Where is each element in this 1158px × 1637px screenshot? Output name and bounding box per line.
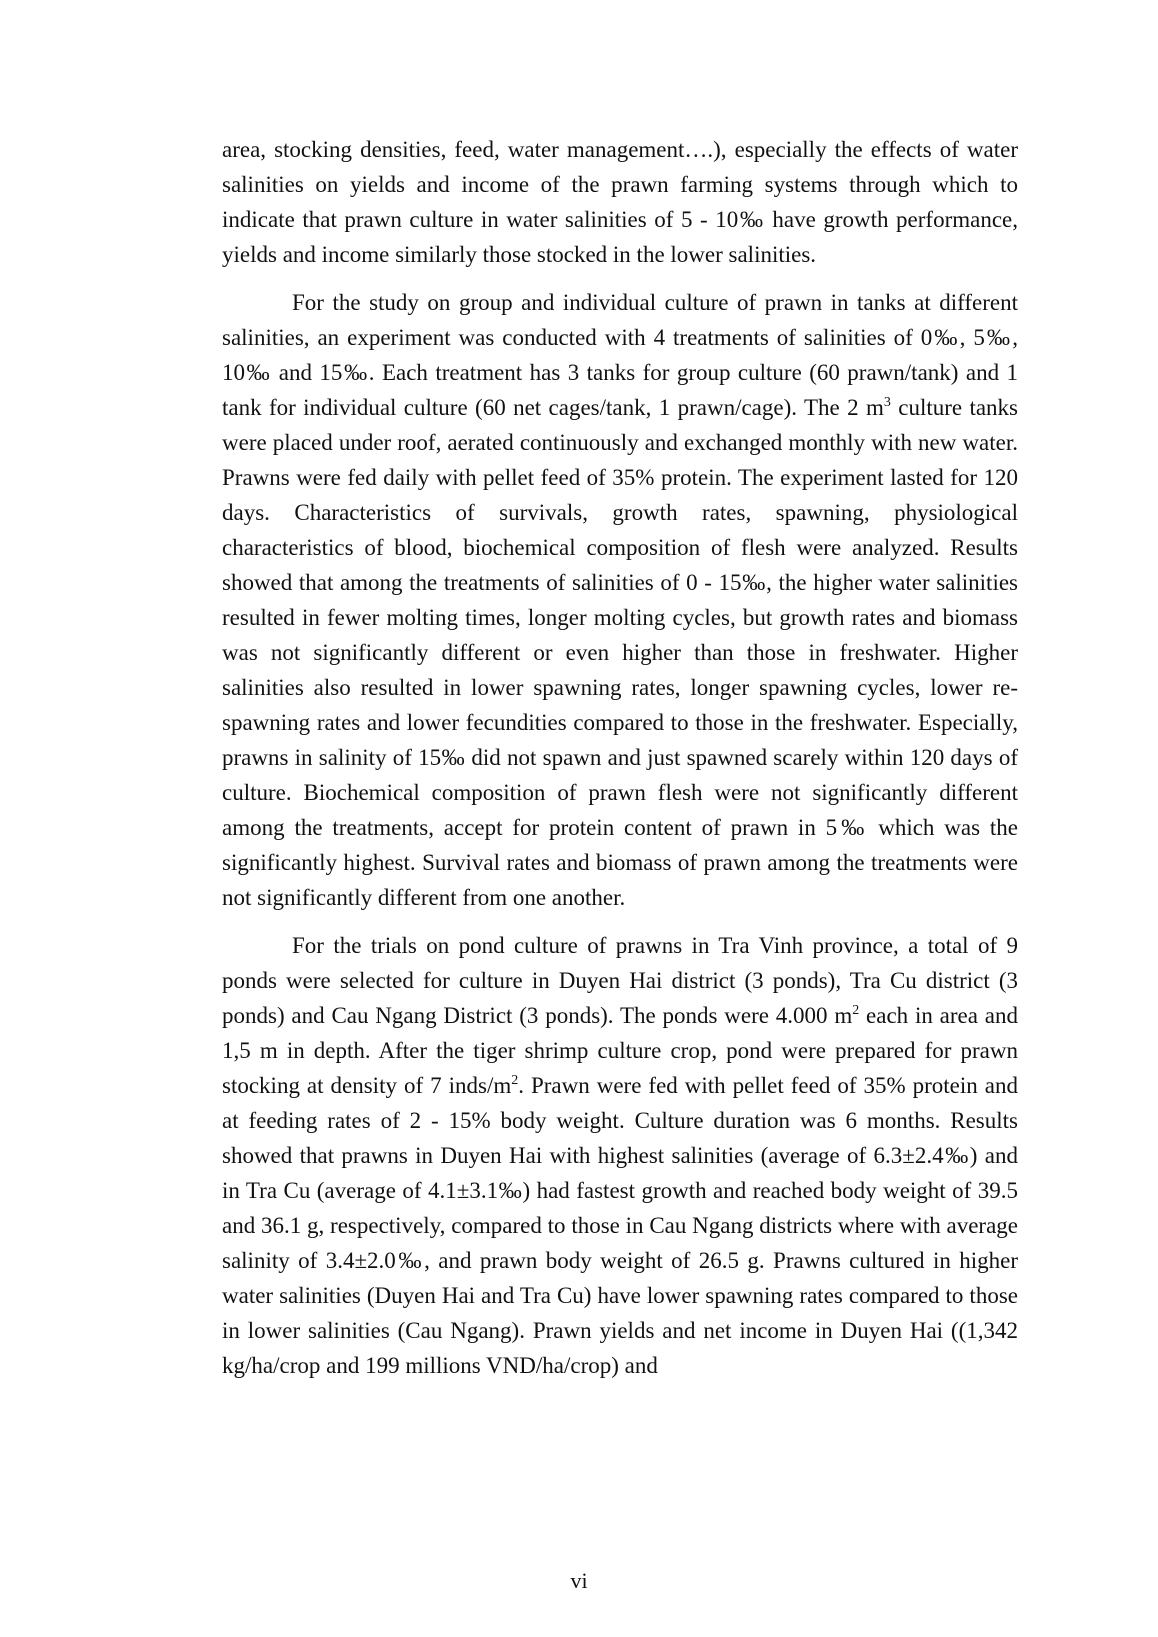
body-text [222,132,1018,1396]
paragraph-1 [222,132,1018,272]
paragraph-2-text-b: culture tanks were placed under roof, aerated continuously and exchanged monthly with new water. Prawns were fed daily with pellet feed of 35% protein. The experiment lasted for 120 days. Characteristics of survivals, growth rates, spawning, physiological characteristics of blood, biochemical composition of flesh were analyzed. Results showed that among the treatments of salinities of 0 - 15‰, the higher water salinities resulted in fewer molting times, longer molting cycles, but growth rates and biomass was not significantly different or even higher than those in freshwater. Higher salinities also resulted in lower spawning rates, longer spawning cycles, lower re-spawning rates and lower fecundities compared to those in the freshwater. Especially, prawns in salinity of 15‰ did not spawn and just spawned scarely within 120 days of culture. Biochemical composition of prawn flesh were not significantly different among the treatments, accept for protein content of prawn in 5‰ which was the significantly highest. Survival rates and biomass of prawn among the treatments were not significantly different from one another. [222,395,1019,910]
paragraph-2-text-a: For the study on group and individual culture of prawn in tanks at different salinities, an experiment was conducted with 4 treatments of salinities of 0‰, 5‰, 10‰ and 15‰. Each treatment has 3 tanks for group culture (60 prawn/tank) and 1 tank for individual culture (60 net cages/tank, 1 prawn/cage). The 2 m [222,290,1018,420]
page-number: vi [570,1568,588,1593]
paragraph-3-text-b: each in area and 1,5 m in depth. After the tiger shrimp culture crop, pond were prepared for prawn stocking at density of 7 inds/m [222,1003,1018,1098]
paragraph-1-text: area, stocking densities, feed, water management….), especially the effects of water salinities on yields and income of the prawn farming systems through which to indicate that prawn culture in water salinities of 5 - 10‰ have growth performance, yields and income similarly those stocked in the lower salinities. [222,137,1018,267]
superscript-square-2: 2 [511,1073,519,1088]
paragraph-3 [222,928,1018,1383]
paragraph-3-text-c: . Prawn were fed with pellet feed of 35% protein and at feeding rates of 2 - 15% body weight. Culture duration was 6 months. Results showed that prawns in Duyen Hai with highest salinities (average of 6.3±2.4‰) and in Tra Cu (average of 4.1±3.1‰) had fastest growth and reached body weight of 39.5 and 36.1 g, respectively, compared to those in Cau Ngang districts where with average salinity of 3.4±2.0‰, and prawn body weight of 26.5 g. Prawns cultured in higher water salinities (Duyen Hai and Tra Cu) have lower spawning rates compared to those in lower salinities (Cau Ngang). Prawn yields and net income in Duyen Hai ((1,342 kg/ha/crop and 199 millions VND/ha/crop) and [222,1073,1018,1378]
superscript-square-1: 2 [852,1003,860,1018]
superscript-cubic: 3 [883,395,891,410]
paragraph-3-text-a: For the trials on pond culture of prawns in Tra Vinh province, a total of 9 ponds were selected for culture in Duyen Hai district (3 ponds), Tra Cu district (3 ponds) and Cau Ngang District (3 ponds). The ponds were 4.000 m [222,933,1018,1028]
paragraph-2 [222,285,1018,915]
